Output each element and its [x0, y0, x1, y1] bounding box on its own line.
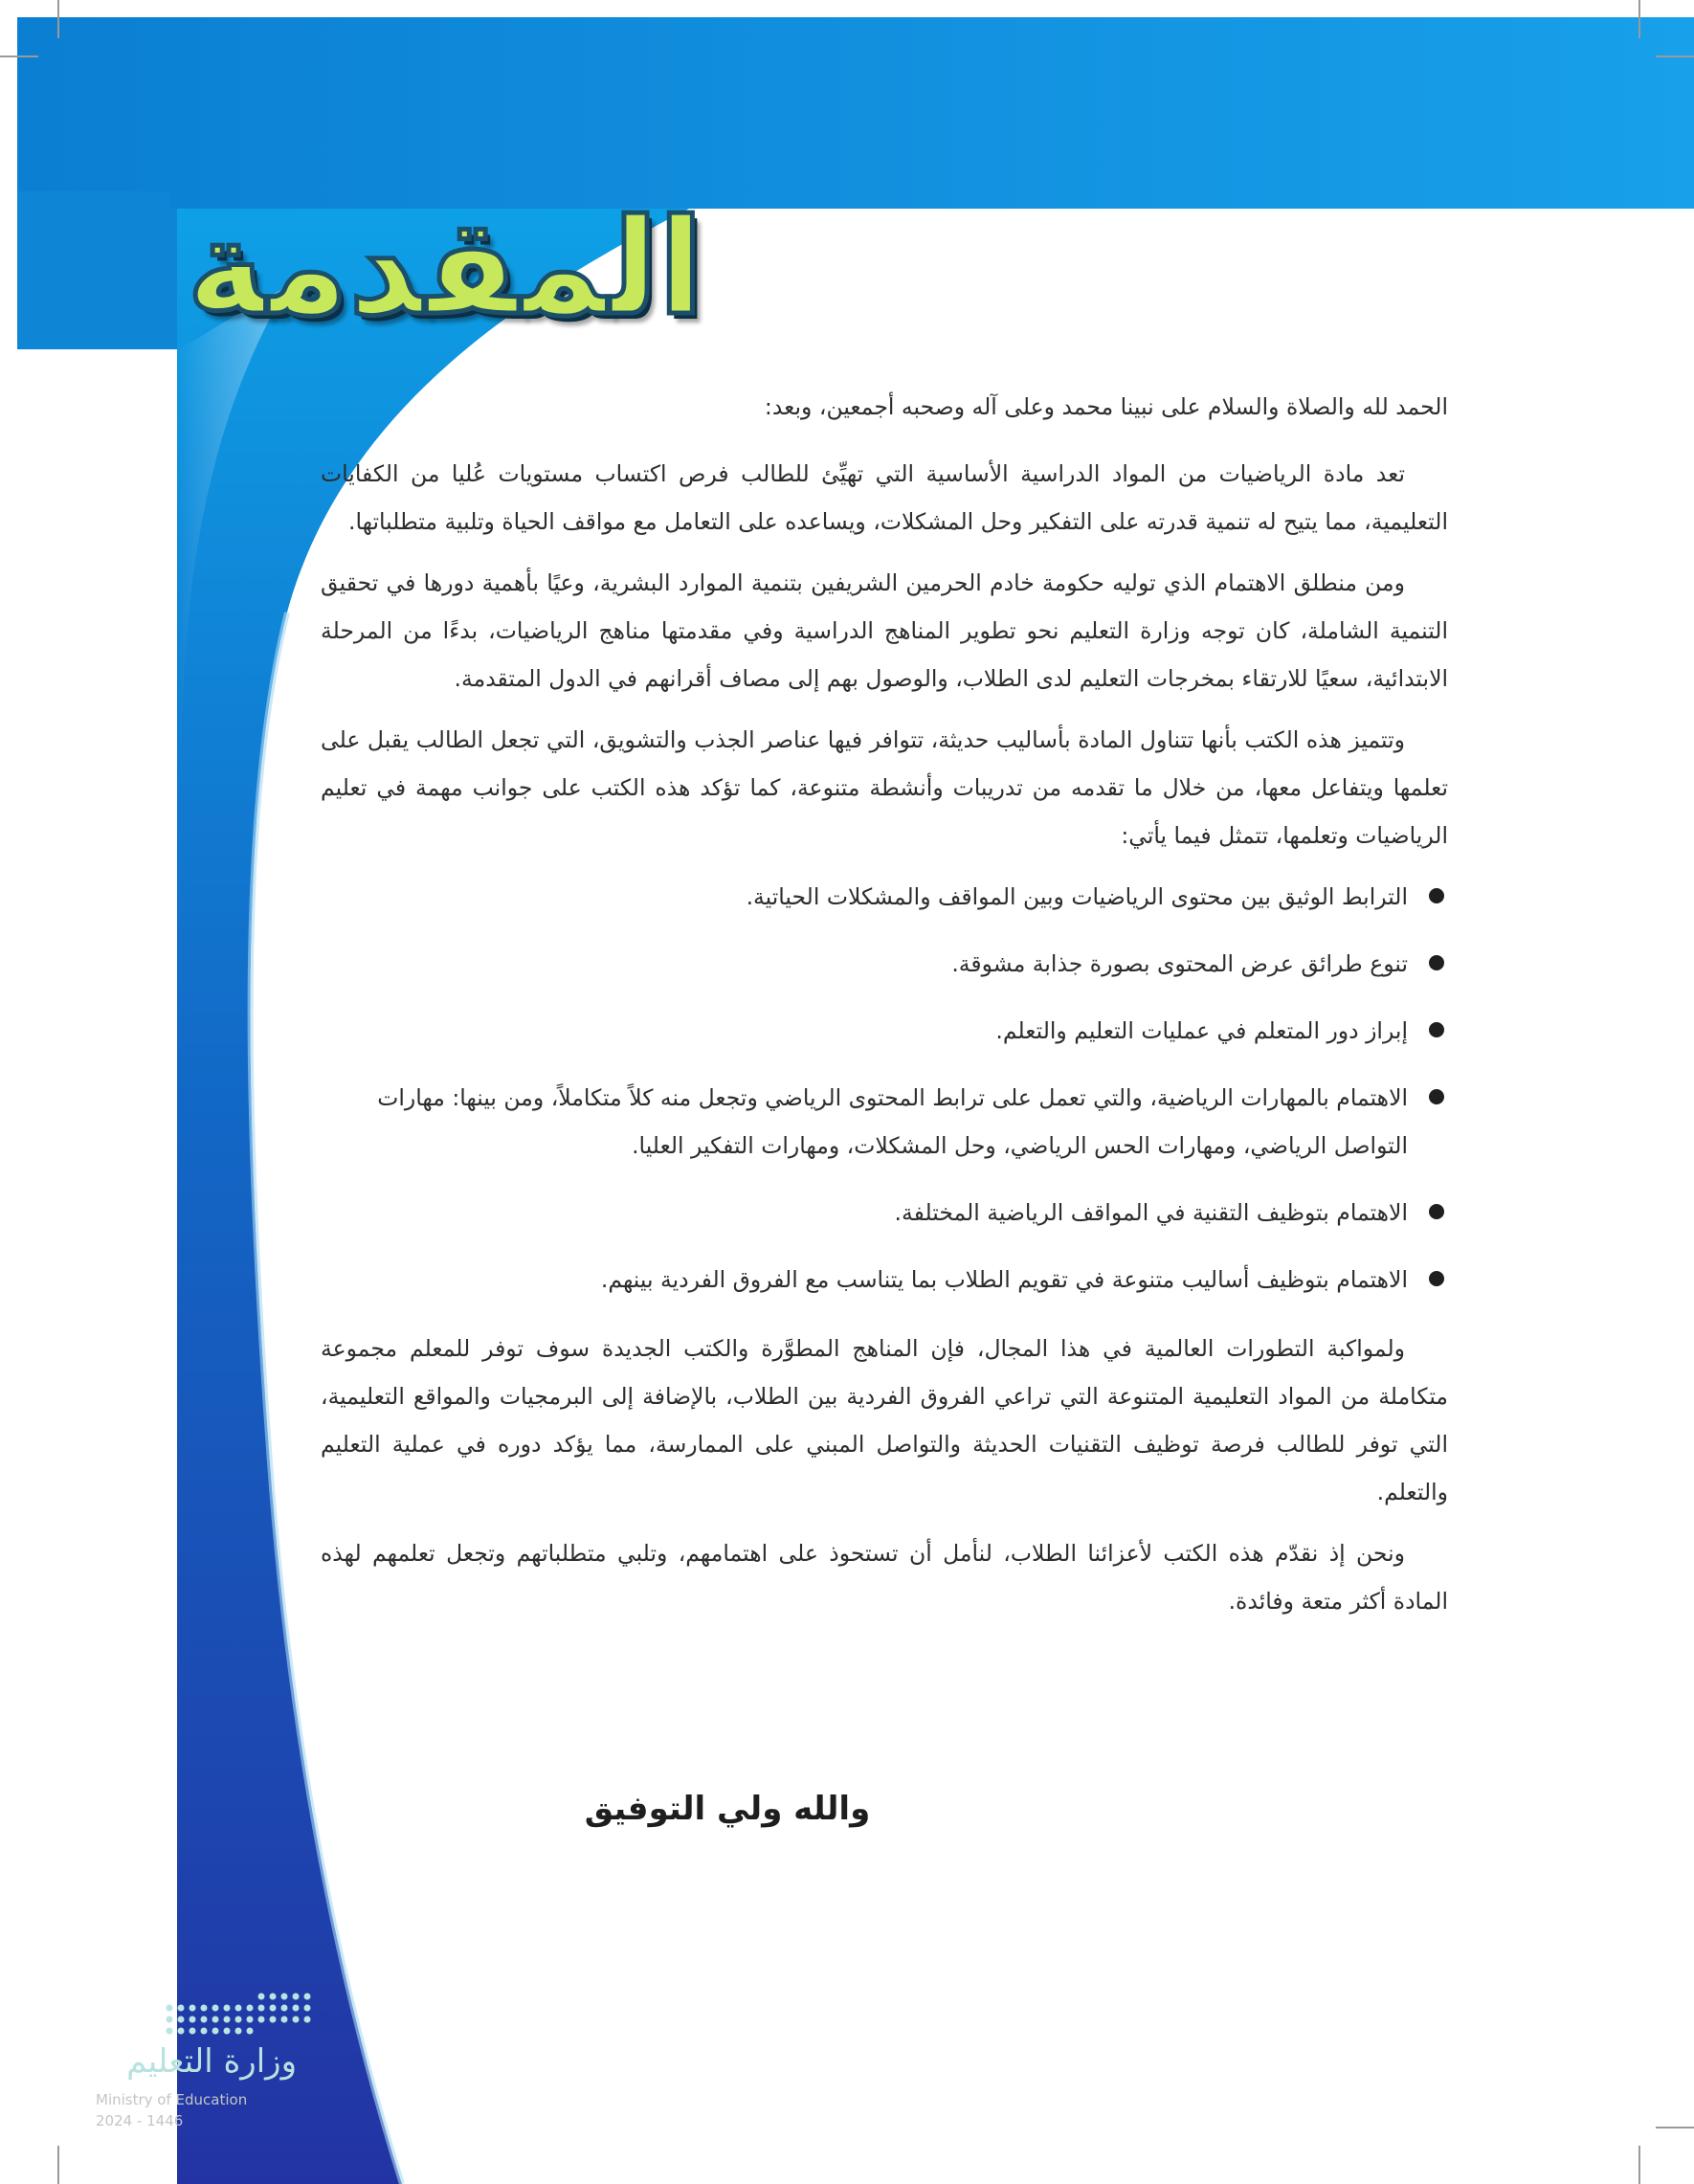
- crop-mark: [1638, 2146, 1640, 2184]
- bullet-icon: [1429, 1204, 1444, 1219]
- logo-year: 2024 - 1446: [96, 2112, 184, 2129]
- crop-mark: [1638, 0, 1640, 38]
- list-item: [321, 1189, 1448, 1237]
- closing-phrase: والله ولي التوفيق: [584, 1790, 871, 1828]
- crop-mark: [0, 56, 38, 57]
- paragraph: ومن منطلق الاهتمام الذي توليه حكومة خادم الحرمين الشريفين بتنمية الموارد البشرية، وعيًا بأهمية دورها في تحقيق التنمية الشاملة، كان توجه وزارة التعليم نحو تطوير المناهج الدراسية وفي مقدمتها مناهج الرياضيات، بدءًا من المرحلة الابتدائية، سعيًا للارتقاء بمخرجات التعليم لدى الطلاب، والوصول بهم إلى مصاف أقرانهم في الدول المتقدمة.: [321, 569, 1448, 692]
- paragraph: ولمواكبة التطورات العالمية في هذا المجال، فإن المناهج المطوَّرة والكتب الجديدة سوف توفر للمعلم مجموعة متكاملة من المواد التعليمية المتنوعة التي تراعي الفروق الفردية بين الطلاب، بالإضافة إلى البرمجيات والمواقع التعليمية، التي توفر للطالب فرصة توظيف التقنيات الحديثة والتواصل المبني على الممارسة، مما يؤكد دوره في عملية التعليم والتعلم.: [321, 1335, 1448, 1505]
- list-item-text: تنوع طرائق عرض المحتوى بصورة جذابة مشوقة.: [951, 950, 1408, 977]
- logo-dots-icon: [166, 1991, 319, 2044]
- list-item: [321, 1074, 1448, 1170]
- bullet-icon: [1429, 888, 1444, 903]
- crop-mark: [1656, 2127, 1694, 2128]
- bullet-icon: [1429, 1271, 1444, 1286]
- list-item-text: الترابط الوثيق بين محتوى الرياضيات وبين المواقف والمشكلات الحياتية.: [746, 883, 1408, 910]
- logo-arabic-name: وزارة التعليم: [126, 2042, 297, 2081]
- introduction-body: [321, 383, 1448, 1638]
- ministry-logo: [91, 1991, 321, 2153]
- opening-line: الحمد لله والصلاة والسلام على نبينا محمد وعلى آله وصحبه أجمعين، وبعد:: [764, 393, 1448, 420]
- list-item: [321, 1007, 1448, 1055]
- features-list: [321, 873, 1448, 1304]
- list-item: [321, 1256, 1448, 1304]
- list-item: [321, 940, 1448, 988]
- paragraph: وتتميز هذه الكتب بأنها تتناول المادة بأساليب حديثة، تتوافر فيها عناصر الجذب والتشويق، التي تجعل الطالب يقبل على تعلمها ويتفاعل معها، من خلال ما تقدمه من تدريبات وأنشطة متنوعة، كما تؤكد هذه الكتب على جوانب مهمة في تعليم الرياضيات وتعلمها، تتمثل فيما يأتي:: [321, 726, 1448, 849]
- crop-mark: [57, 2146, 59, 2184]
- paragraph: تعد مادة الرياضيات من المواد الدراسية الأساسية التي تهيِّئ للطالب فرص اكتساب مستويات عُليا من الكفايات التعليمية، مما يتيح له تنمية قدرته على التفكير وحل المشكلات، ويساعده على التعامل مع مواقف الحياة وتلبية متطلباتها.: [321, 460, 1448, 535]
- logo-english-name: Ministry of Education: [96, 2091, 248, 2108]
- list-item: [321, 873, 1448, 921]
- bullet-icon: [1429, 1089, 1444, 1104]
- list-item-text: إبراز دور المتعلم في عمليات التعليم والتعلم.: [995, 1017, 1408, 1044]
- page-title: المقدمة: [187, 190, 703, 345]
- crop-mark: [57, 0, 59, 38]
- paragraph: ونحن إذ نقدّم هذه الكتب لأعزائنا الطلاب، لنأمل أن تستحوذ على اهتمامهم، وتلبي متطلباتهم وتجعل تعلمهم لهذه المادة أكثر متعة وفائدة.: [321, 1540, 1448, 1615]
- list-item-text: الاهتمام بتوظيف التقنية في المواقف الرياضية المختلفة.: [894, 1199, 1408, 1226]
- crop-mark: [1656, 56, 1694, 57]
- bullet-icon: [1429, 1022, 1444, 1037]
- list-item-text: الاهتمام بتوظيف أساليب متنوعة في تقويم الطلاب بما يتناسب مع الفروق الفردية بينهم.: [600, 1266, 1408, 1293]
- bullet-icon: [1429, 955, 1444, 970]
- list-item-text: الاهتمام بالمهارات الرياضية، والتي تعمل على ترابط المحتوى الرياضي وتجعل منه كلاً متكاملاً، ومن بينها: مهارات التواصل الرياضي، ومهارات الحس الرياضي، وحل المشكلات، ومهارات التفكير العليا.: [377, 1084, 1408, 1159]
